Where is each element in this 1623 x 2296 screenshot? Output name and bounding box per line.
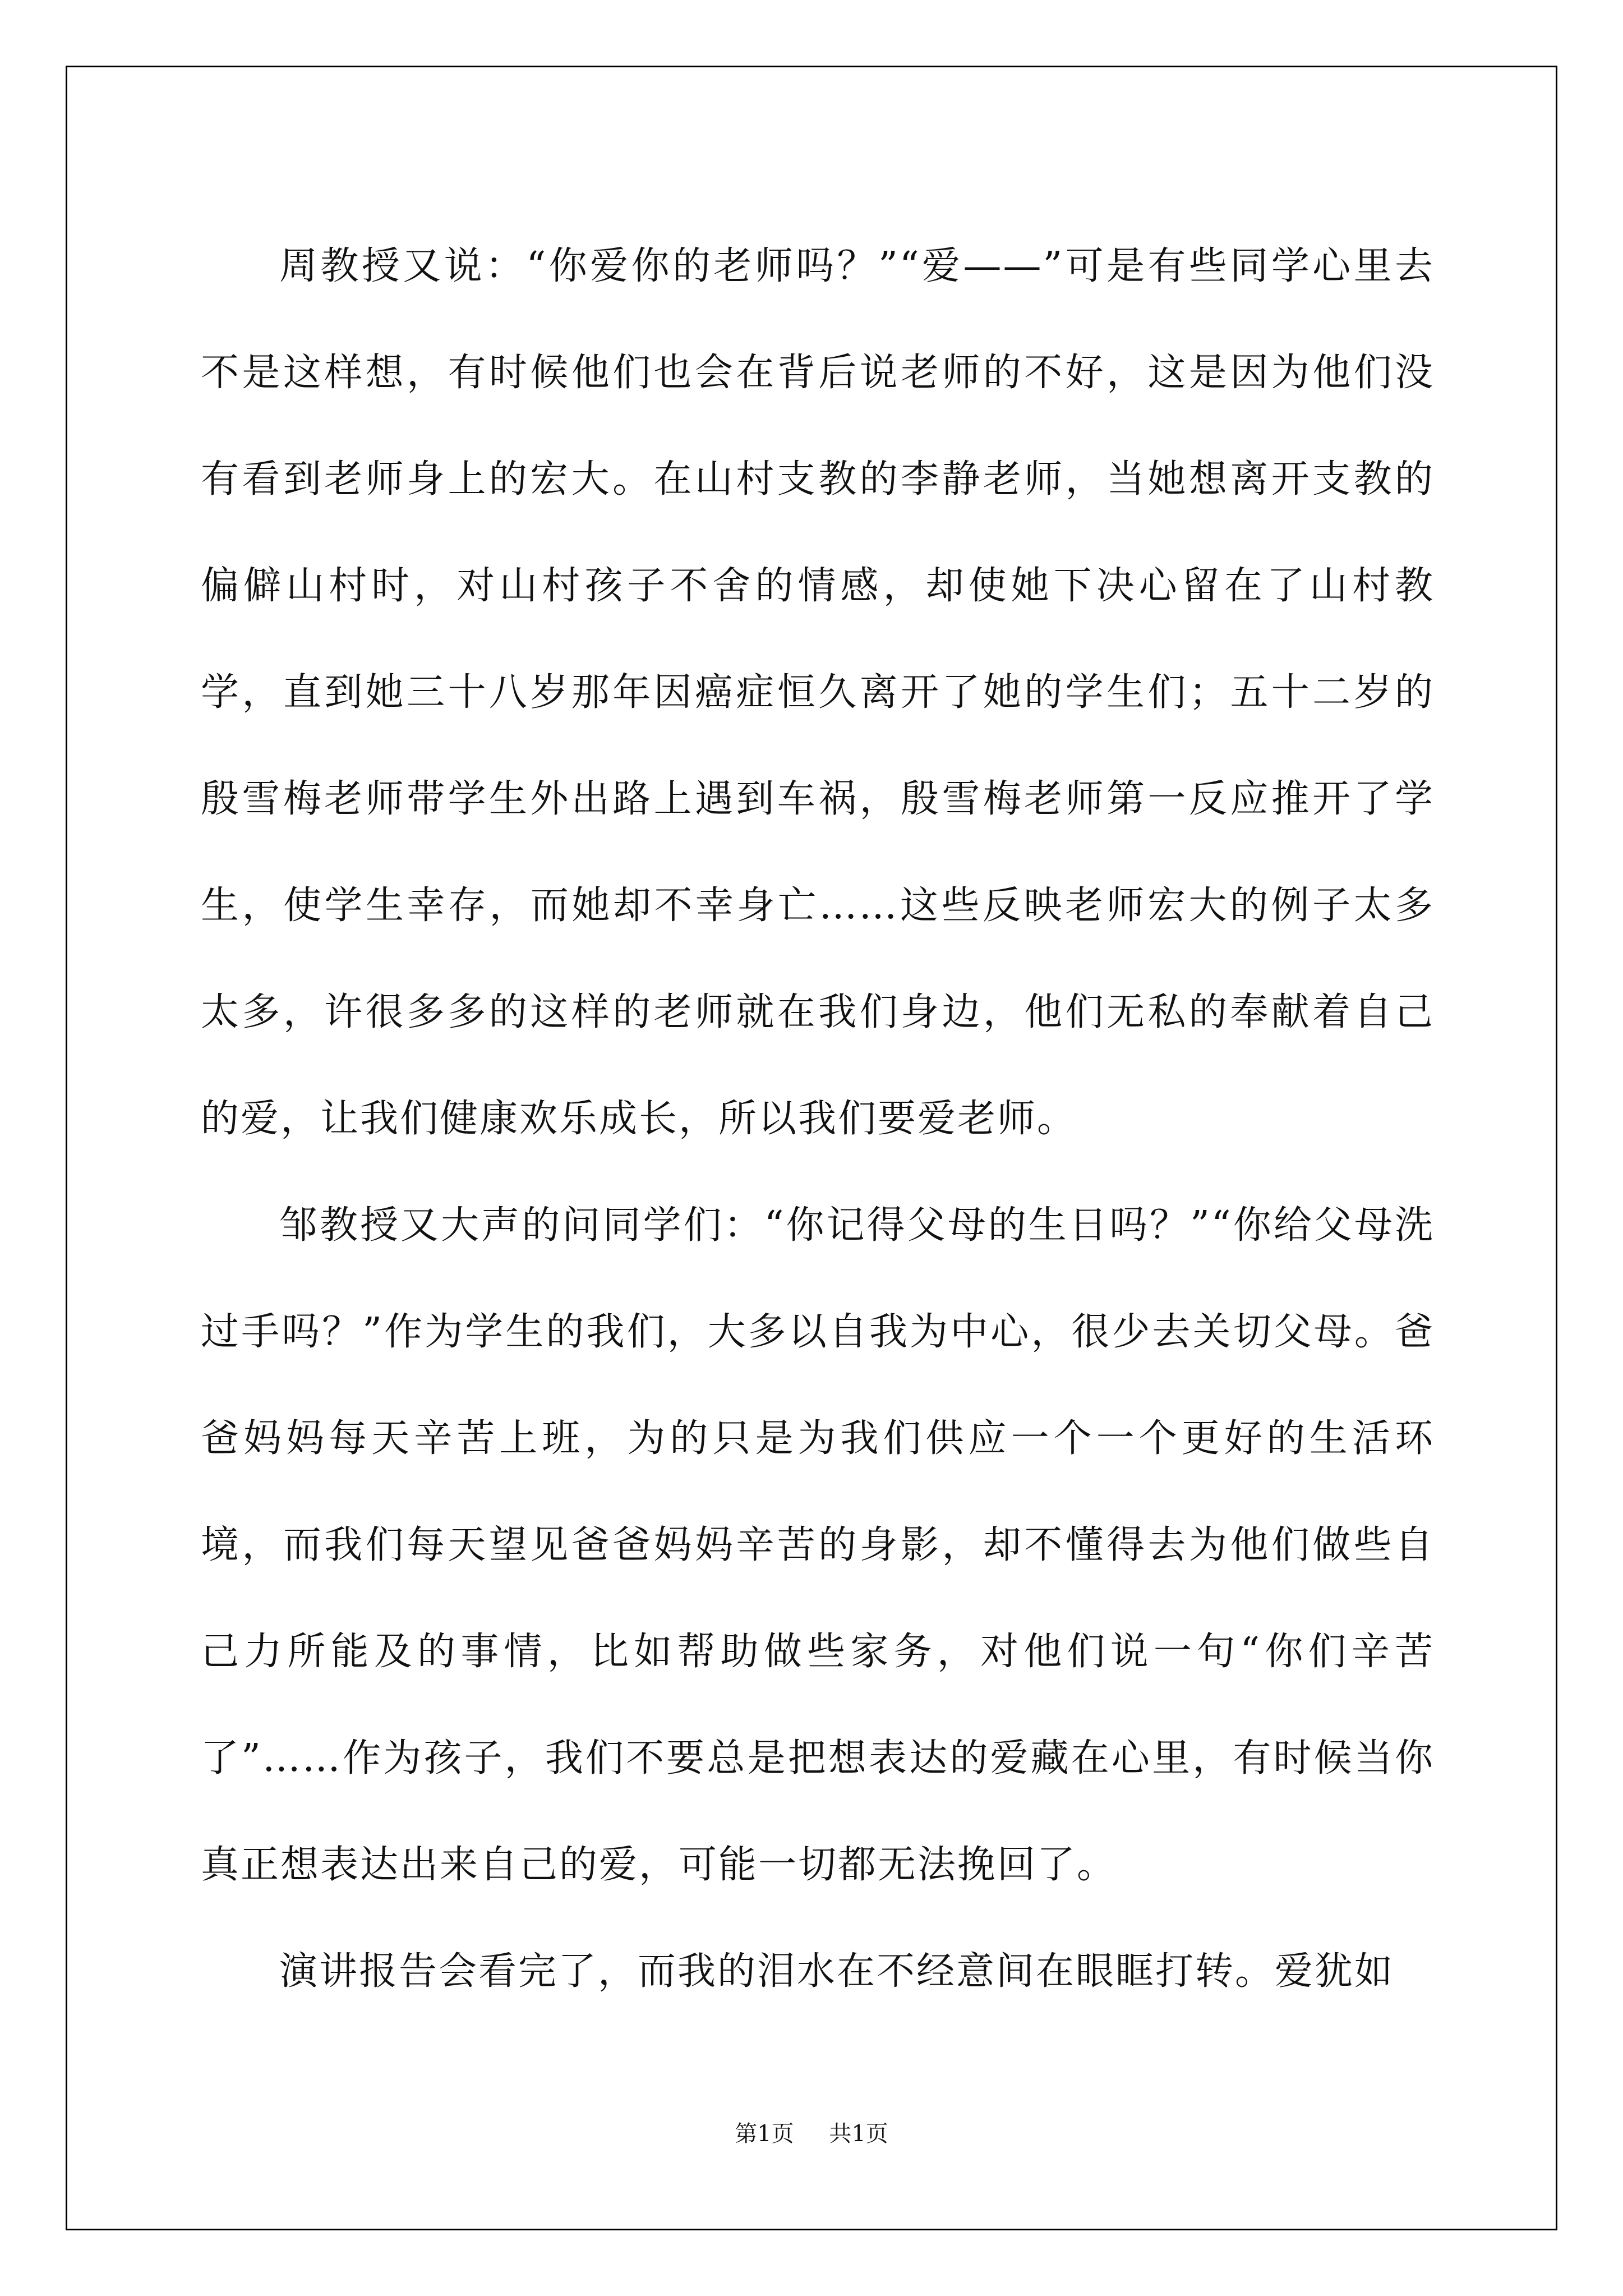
page-footer [0,2116,1623,2148]
page-number: 第1页 [735,2121,794,2147]
page-total: 共1页 [829,2121,888,2147]
document-body [201,213,1435,2025]
paragraph-1: 周教授又说：“你爱你的老师吗？”“爱——”可是有些同学心里去不是这样想，有时候他们也会在背后说老师的不好，这是因为他们没有看到老师身上的宏大。在山村支教的李静老师，当她想离开支教的偏僻山村时，对山村孩子不舍的情感，却使她下决心留在了山村教学，直到她三十八岁那年因癌症恒久离开了她的学生们；五十二岁的殷雪梅老师带学生外出路上遇到车祸，殷雪梅老师第一反应推开了学生，使学生幸存，而她却不幸身亡……这些反映老师宏大的例子太多太多，许很多多的这样的老师就在我们身边，他们无私的奉献着自己的爱，让我们健康欢乐成长，所以我们要爱老师。 [201,244,1435,1141]
paragraph-3: 演讲报告会看完了，而我的泪水在不经意间在眼眶打转。爱犹如 [279,1949,1395,1994]
paragraph-2: 邹教授又大声的问同学们：“你记得父母的生日吗？”“你给父母洗过手吗？”作为学生的我们，大多以自我为中心，很少去关切父母。爸爸妈妈每天辛苦上班，为的只是为我们供应一个一个更好的生活环境，而我们每天望见爸爸妈妈辛苦的身影，却不懂得去为他们做些自己力所能及的事情，比如帮助做些家务，对他们说一句“你们辛苦了”……作为孩子，我们不要总是把想表达的爱藏在心里，有时候当你真正想表达出来自己的爱，可能一切都无法挽回了。 [201,1203,1435,1887]
